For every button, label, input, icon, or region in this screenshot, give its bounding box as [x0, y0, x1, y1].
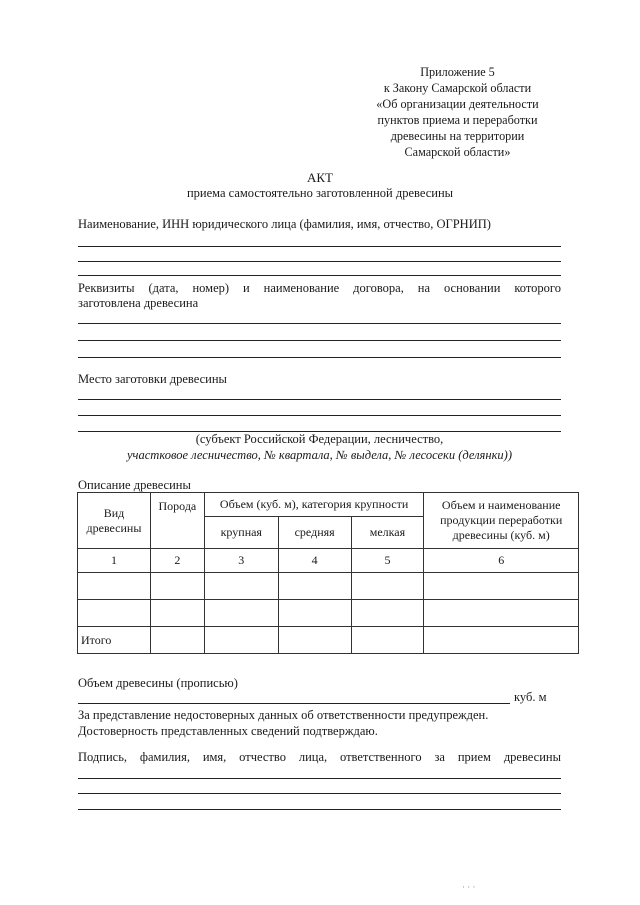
header-large: крупная — [204, 517, 278, 549]
table-row — [78, 600, 579, 627]
appendix-line: Самарской области» — [404, 145, 511, 159]
table-cell — [204, 573, 278, 600]
header-product: Объем и наименование продукции переработки древесины (куб. м) — [424, 493, 579, 549]
table-cell — [150, 600, 204, 627]
column-number: 4 — [278, 549, 351, 573]
fill-line — [78, 246, 561, 247]
header-wood-type: Вид древесины — [78, 493, 151, 549]
signature-fill-line — [78, 778, 561, 779]
appendix-line: к Закону Самарской области — [383, 81, 532, 95]
table-row — [78, 573, 579, 600]
table-cell — [278, 600, 351, 627]
requisites-label: Реквизиты (дата, номер) и наименование договора, на основании которого — [78, 281, 561, 295]
table-cell — [278, 627, 351, 654]
table-cell — [78, 600, 151, 627]
confirm-text: Достоверность представленных сведений подтверждаю. — [78, 724, 378, 738]
volume-unit: куб. м — [514, 690, 547, 704]
column-number: 5 — [351, 549, 424, 573]
requisites-label-cont: заготовлена древесина — [78, 296, 199, 310]
table-cell — [78, 573, 151, 600]
fill-line — [78, 340, 561, 341]
warning-text: За представление недостоверных данных об ответственности предупрежден. — [78, 708, 489, 722]
appendix-line: Приложение 5 — [420, 65, 495, 79]
header-species: Порода — [150, 493, 204, 549]
appendix-header — [350, 64, 565, 160]
column-number: 6 — [424, 549, 579, 573]
table-cell — [424, 573, 579, 600]
column-number: 2 — [150, 549, 204, 573]
place-label: Место заготовки древесины — [78, 372, 227, 386]
table-cell — [351, 600, 424, 627]
header-volume: Объем (куб. м), категория крупности — [204, 493, 424, 517]
table-cell — [204, 600, 278, 627]
table-cell — [351, 627, 424, 654]
table-row — [78, 549, 579, 573]
total-label: Итого — [78, 627, 151, 654]
fill-line — [78, 415, 561, 416]
signature-fill-line — [78, 809, 561, 810]
column-number: 3 — [204, 549, 278, 573]
table-row-total — [78, 627, 579, 654]
wood-description-table — [77, 492, 579, 654]
table-cell — [424, 627, 579, 654]
table-caption: Описание древесины — [78, 478, 191, 492]
appendix-line: «Об организации деятельности — [376, 97, 539, 111]
fill-line — [78, 261, 561, 262]
page-mark: · · · — [462, 882, 476, 892]
signature-fill-line — [78, 793, 561, 794]
name-label: Наименование, ИНН юридического лица (фамилия, имя, отчество, ОГРНИП) — [78, 217, 491, 231]
table-cell — [204, 627, 278, 654]
place-hint: (субъект Российской Федерации, лесничество, — [195, 432, 444, 446]
fill-line — [78, 399, 561, 400]
fill-line — [78, 323, 561, 324]
table-cell — [278, 573, 351, 600]
document-title: АКТ — [307, 170, 333, 185]
header-medium: средняя — [278, 517, 351, 549]
table-cell — [150, 573, 204, 600]
place-hint-cont: участковое лесничество, № квартала, № выдела, № лесосеки (делянки)) — [126, 448, 512, 462]
volume-label: Объем древесины (прописью) — [78, 676, 238, 690]
column-number: 1 — [78, 549, 151, 573]
signature-label: Подпись, фамилия, имя, отчество лица, ответственного за прием древесины — [78, 750, 561, 764]
table-cell — [150, 627, 204, 654]
table-cell — [424, 600, 579, 627]
appendix-line: пунктов приема и переработки — [377, 113, 538, 127]
volume-fill-line — [78, 703, 510, 704]
header-small: мелкая — [351, 517, 424, 549]
fill-line — [78, 357, 561, 358]
appendix-line: древесины на территории — [390, 129, 525, 143]
document-subtitle: приема самостоятельно заготовленной древесины — [186, 186, 454, 200]
table-cell — [351, 573, 424, 600]
fill-line — [78, 275, 561, 276]
